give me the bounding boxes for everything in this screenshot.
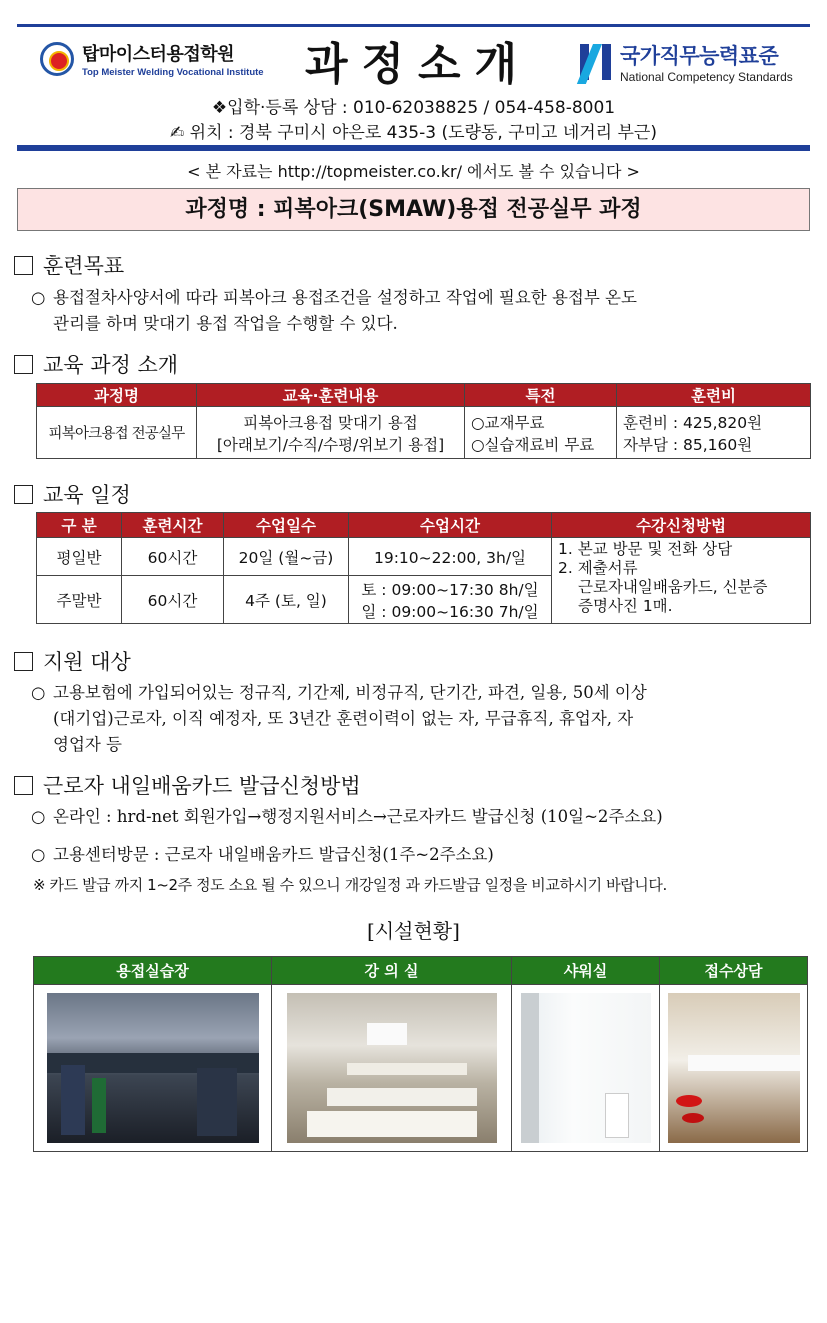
- circle-bullet-icon: ○: [31, 683, 46, 702]
- course-name-banner: 과정명 : 피복아크(SMAW)용접 전공실무 과정: [17, 188, 810, 231]
- col-header: 수업시간: [349, 513, 552, 538]
- col-header: 수업일수: [224, 513, 349, 538]
- circle-bullet-icon: ○: [31, 845, 46, 864]
- card-visit: ○ 고용센터방문 : 근로자 내일배움카드 발급신청(1주~2주소요): [31, 842, 494, 868]
- section-eligibility: [14, 646, 131, 676]
- circle-bullet-icon: ○: [31, 807, 46, 826]
- apply-method-cell: 1. 본교 방문 및 전화 상담 2. 제출서류 근로자내일배움카드, 신분증 증명사진 1매.: [552, 538, 811, 624]
- location-line: ✍ 위치 : 경북 구미시 야은로 435-3 (도량동, 구미고 네거리 부근): [170, 123, 657, 143]
- reception-photo: [668, 993, 800, 1143]
- section-heading: 교육 일정: [43, 483, 131, 507]
- eligibility-text: ○ 고용보험에 가입되어있는 정규직, 기간제, 비정규직, 단기간, 파견, 일용, 50세 이상 (대기업)근로자, 이직 예정자, 또 3년간 훈련이력이 없는 자, 무급휴직, 휴업자, 자 영업자 등: [31, 680, 647, 758]
- section-card: [14, 770, 361, 800]
- col-header: 수강신청방법: [552, 513, 811, 538]
- checkbox-icon: [14, 776, 33, 795]
- checkbox-icon: [14, 485, 33, 504]
- content-cell: 피복아크용접 맞대기 용접 [아래보기/수직/수평/위보기 용접]: [197, 407, 465, 459]
- section-intro: [14, 349, 178, 379]
- col-header: 훈련시간: [122, 513, 224, 538]
- website-notice: < 본 자료는 http://topmeister.co.kr/ 에서도 볼 수 있습니다 >: [187, 162, 640, 181]
- header-divider: [17, 145, 810, 151]
- col-header: 접수상담: [660, 957, 808, 985]
- checkbox-icon: [14, 256, 33, 275]
- school-logo: [40, 40, 264, 78]
- goal-text: ○ 용접절차사양서에 따라 피복아크 용접조건을 설정하고 작업에 필요한 용접부 온도 관리를 하며 맞대기 용접 작업을 수행할 수 있다.: [31, 285, 637, 337]
- checkbox-icon: [14, 355, 33, 374]
- school-emblem-icon: [40, 42, 74, 76]
- page-title: 과정소개: [305, 39, 532, 90]
- col-header: 샤워실: [512, 957, 660, 985]
- shower-room-photo: [521, 993, 651, 1143]
- section-heading: 훈련목표: [43, 254, 125, 278]
- fee-cell: 훈련비 : 425,820원 자부담 : 85,160원: [617, 407, 811, 459]
- course-cell: 피복아크용접 전공실무: [37, 407, 197, 459]
- section-heading: 근로자 내일배움카드 발급신청방법: [43, 774, 361, 798]
- checkbox-icon: [14, 652, 33, 671]
- card-note: ※ 카드 발급 까지 1~2주 정도 소요 될 수 있으니 개강일정 과 카드발급 일정을 비교하시기 바랍니다.: [33, 876, 667, 894]
- table-row: 평일반 60시간 20일 (월~금) 19:10~22:00, 3h/일 1. 본교 방문 및 전화 상담 2. 제출서류 근로자내일배움카드, 신분증 증명사진 1매.: [37, 538, 811, 576]
- facilities-table: [33, 956, 808, 1152]
- col-header: 구 분: [37, 513, 122, 538]
- course-intro-table: [36, 383, 811, 459]
- welding-room-photo: [47, 993, 259, 1143]
- col-header: 훈련비: [617, 384, 811, 407]
- section-schedule: [14, 479, 131, 509]
- schedule-table: [36, 512, 811, 624]
- col-header: 과정명: [37, 384, 197, 407]
- benefit-cell: ○교재무료 ○실습재료비 무료: [465, 407, 617, 459]
- contact-line: ❖입학·등록 상담 : 010-62038825 / 054-458-8001: [211, 98, 616, 118]
- classroom-photo: [287, 993, 497, 1143]
- facilities-heading: [시설현황]: [367, 919, 460, 943]
- top-rule: [17, 24, 810, 27]
- school-name: 탑마이스터용접학원: [82, 44, 234, 65]
- col-header: 교육·훈련내용: [197, 384, 465, 407]
- table-row: 주말반 60시간 4주 (토, 일) 토 : 09:00~17:30 8h/일 일 : 09:00~16:30 7h/일: [37, 576, 811, 624]
- section-heading: 교육 과정 소개: [43, 353, 179, 377]
- circle-bullet-icon: ○: [31, 288, 46, 307]
- ncs-logo: [580, 40, 793, 84]
- col-header: 특전: [465, 384, 617, 407]
- ncs-name: 국가직무능력표준: [620, 44, 779, 68]
- col-header: 강 의 실: [272, 957, 512, 985]
- section-heading: 지원 대상: [43, 650, 131, 674]
- ncs-name-en: National Competency Standards: [620, 70, 793, 84]
- section-goal: [14, 250, 124, 280]
- card-online: ○ 온라인 : hrd-net 회원가입→행정지원서비스→근로자카드 발급신청 (10일~2주소요): [31, 804, 663, 830]
- school-name-en: Top Meister Welding Vocational Institute: [82, 67, 264, 78]
- col-header: 용접실습장: [34, 957, 272, 985]
- ncs-n-icon: [580, 44, 614, 80]
